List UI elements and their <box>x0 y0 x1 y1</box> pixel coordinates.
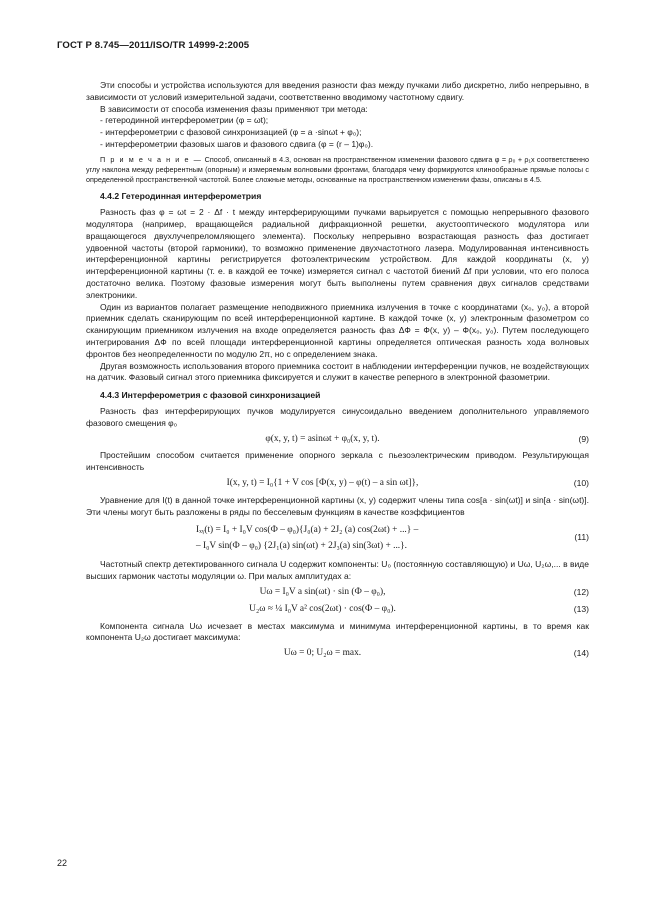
equation-9 <box>86 434 589 446</box>
note-text: Способ, описанный в 4.3, основан на пространственном изменении фазового сдвига φ = ρ₀ + ρ₁x соответственно углу наклона между референтным (опорным) и измеряемым волновыми фронтами, благодаря чему формируются клинообразные прямые полосы с определенной пространственной частотой. Более сложные методы, основанные на пространственном изменении фазы, описаны в 4.5. <box>86 154 589 185</box>
heterodyne-paragraph-3: Другая возможность использования второго приемника состоит в наблюдении интерференции пучков, не воздействующих на датчик. Фазовый сигнал этого приемника фиксируется и служит в качестве реперного в электронной фазометрии. <box>86 360 589 383</box>
method-item-2: - интерферометрии с фазовой синхронизацией (φ = a ·sinωt + φ₀); <box>100 127 362 138</box>
equation-14-expression: Uω = 0; U₂ω = max. <box>283 648 362 659</box>
method-item-3: - интерферометрии фазовых шагов и фазового сдвига (φ = (r – 1)φ₀). <box>100 138 374 149</box>
note-paragraph <box>86 155 589 186</box>
equation-11-line-2: – I₀V sin(Ф – φ₀) {2J₁(a) sin(ωt) + 2J₃(a) sin(3ωt) + ...}. <box>196 541 407 552</box>
phase-lock-paragraph-5: Компонента сигнала Uω исчезает в местах максимума и минимума интерференционной картины, в то время как компонента U₂ω достигает максимума: <box>86 620 589 643</box>
intro-paragraph: Эти способы и устройства используются для введения разности фаз между пучками либо дискретно, либо непрерывно, в зависимости от условий измерительной задачи, соответственно вводимому частотному сдвигу. <box>86 80 589 102</box>
methods-intro: В зависимости от способа изменения фазы применяют три метода: <box>100 103 368 114</box>
phase-lock-paragraph-3: Уравнение для I(t) в данной точке интерференционной картины (x, y) содержит члены типа cos[a · sin(ωt)] и sin[a · sin(ωt)]. Эти члены могут быть разложены в ряды по бесселевым функциям в качестве коэффициентов <box>86 494 589 517</box>
heterodyne-paragraph-1: Разность фаз φ = ωt = 2 · Δf · t между интерферирующими пучками варьируется с помощью непрерывного фазового модулятора (например, вращающейся радиальной дифракционной решетки, акустооптического модулятора или вращающегося двухлучепреломляющего элемента). Поскольку непрерывно возрастающая разность фаз достигает удвоенной частоты (второй гармоники), то возможно применение двухчастотного лазера. Модулированная интенсивность интерференционной картины регистрируется фотоэлектрическим устройством. Для каждой координаты (x, y) интерференционной картины (т. е. в каждой ее точке) измеряется сигнал с частотой биений Δf при условии, что его полоса достаточно велика. Поэтому фазовые измерения могут быть выполнены путем сравнения двух сигналов средствами электроники. <box>86 207 589 300</box>
equation-11-number: (11) <box>574 532 589 543</box>
equation-9-number: (9) <box>578 433 589 444</box>
equation-13-number: (13) <box>573 603 589 614</box>
equation-14 <box>86 648 589 660</box>
equation-11 <box>86 522 589 554</box>
section-heading-443: 4.4.3 Интерферометрия с фазовой синхронизацией <box>100 390 321 401</box>
equation-12-number: (12) <box>573 586 589 597</box>
equation-11-line-1: Iₓᵧ(t) = I₀ + I₀V cos(Ф – φ₀){J₀(a) + 2J₂ (a) cos(2ωt) + ...} – <box>196 525 419 536</box>
phase-lock-paragraph-2: Простейшим способом считается применение опорного зеркала с пьезоэлектрическим приводом. Результирующая интенсивность <box>86 450 589 473</box>
heterodyne-paragraph-2: Один из вариантов полагает размещение неподвижного приемника излучения в точке с координатами (x₀, y₀), а второй приемник сделать сканирующим по всей интерференционной картине. В каждой точке (x, y) электронным фазометром со сканирующим приемником излучения на входе определяется разность фаз ΔФ = Ф(x, y) – Ф(x₀, y₀). Путем последующего интегрирования ΔФ по всей площади интерференционной картины определяется оптическая разность хода волновых фронтов без неопределенности по модулю 2π, но с определением знака. <box>86 301 589 359</box>
page-content <box>86 80 589 665</box>
page-number: 22 <box>57 858 68 868</box>
equation-12 <box>86 587 589 599</box>
standard-header: ГОСТ Р 8.745—2011/ISO/TR 14999-2:2005 <box>57 40 250 51</box>
phase-lock-paragraph-1: Разность фаз интерферирующих пучков модулируется синусоидально введением дополнительного управляемого фазового смещения φ₀ <box>86 405 589 428</box>
equation-12-expression: Uω = I₀V a sin(ωt) · sin (Ф – φ₀), <box>259 586 386 597</box>
equation-11-expression <box>86 522 559 554</box>
equation-10-number: (10) <box>573 477 589 488</box>
method-item-1: - гетеродинной интерферометрии (φ = ωt); <box>100 115 269 126</box>
equation-10-expression: I(x, y, t) = I₀{1 + V cos [Ф(x, y) – φ(t) – a sin ωt]}, <box>226 477 419 488</box>
equation-14-number: (14) <box>573 648 589 659</box>
equation-10 <box>86 478 589 490</box>
equation-13-expression: U₂ω ≈ ¼ I₀V a² cos(2ωt) · cos(Ф – φ₀). <box>249 603 396 614</box>
phase-lock-paragraph-4: Частотный спектр детектированного сигнала U содержит компоненты: U₀ (постоянную составляющую) и Uω, U₂ω,... в виде высших гармоник частоты модуляции ω. При малых амплитудах a: <box>86 559 589 582</box>
section-heading-442: 4.4.2 Гетеродинная интерферометрия <box>100 191 262 202</box>
equation-9-expression: φ(x, y, t) = asinωt + φ₀(x, y, t). <box>265 433 380 444</box>
equation-13 <box>86 604 589 616</box>
note-label: П р и м е ч а н и е — <box>100 154 203 164</box>
